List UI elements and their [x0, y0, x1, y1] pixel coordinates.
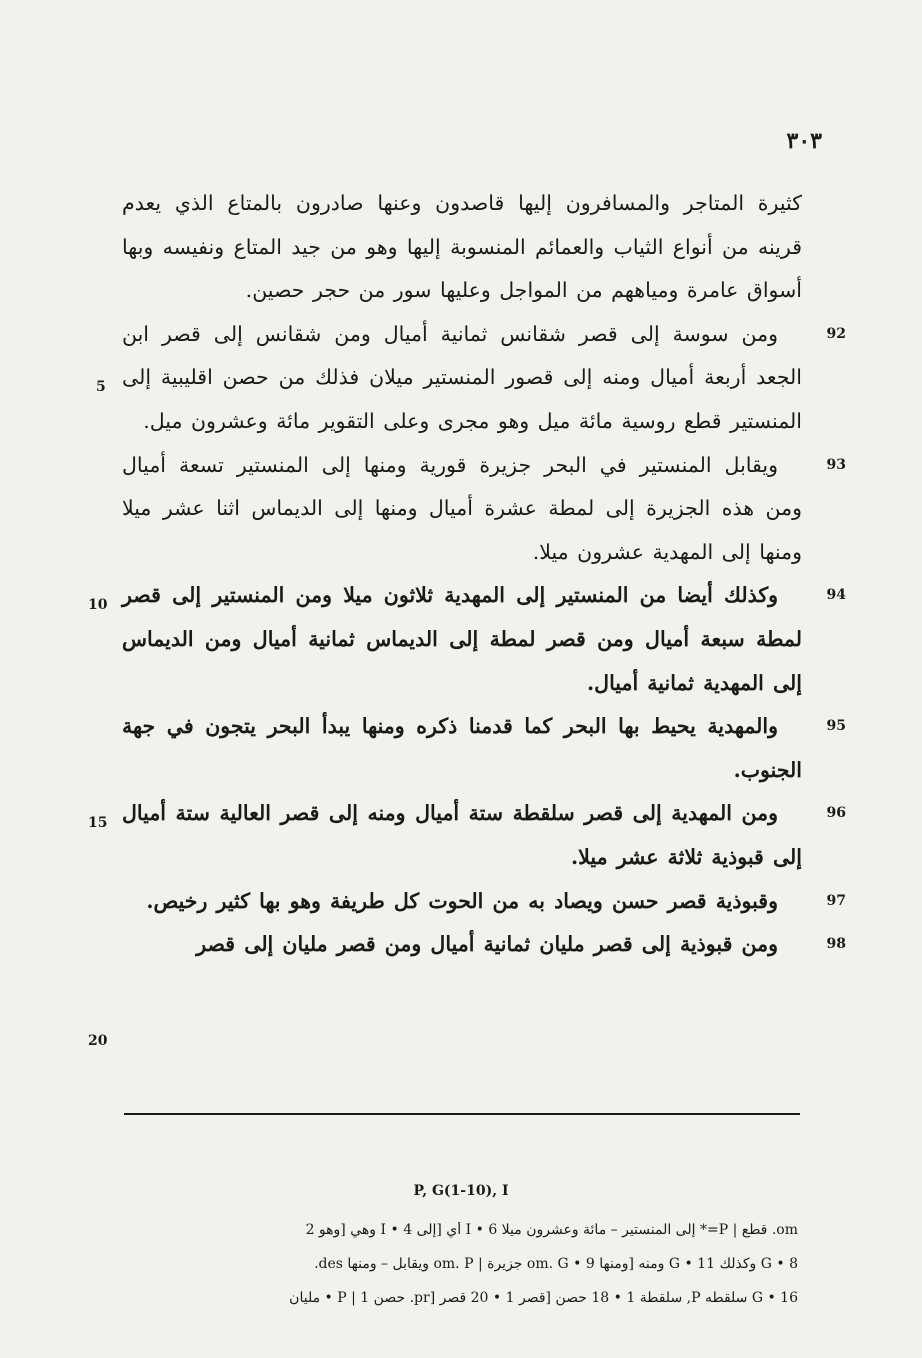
paragraph-text: والمهدية يحيط بها البحر كما قدمنا ذكره ومنها يبدأ البحر يتجون في جهة الجنوب. — [122, 714, 802, 782]
line-number-marker: 15 — [88, 815, 108, 831]
line-number-marker: 20 — [88, 1033, 108, 1049]
paragraph-98 — [122, 923, 846, 967]
paragraph-text: ومن قبوذية إلى قصر مليان ثمانية أميال ومن قصر مليان إلى قصر — [196, 932, 778, 957]
paragraph-text: ويقابل المنستير في البحر جزيرة قورية ومنها إلى المنستير تسعة أميال ومن هذه الجزيرة إلى لمطة عشرة أميال ومنها إلى الديماس اثنا عشر ميلا ومنها إلى المهدية عشرون ميلا. — [122, 452, 802, 564]
paragraph-number: 97 — [826, 892, 846, 909]
paragraph-number: 94 — [826, 587, 846, 604]
paragraph-text: ومن سوسة إلى قصر شقانس ثمانية أميال ومن شقانس إلى قصر ابن الجعد أربعة أميال ومنه إلى قصور المنستير ميلان فذلك من حصن اقليبية إلى المنستير قطع روسية مائة ميل وهو مجرى وعلى التقوير مائة وعشرون ميل. — [122, 321, 802, 433]
paragraph-number: 93 — [826, 456, 846, 473]
paragraph-number: 92 — [826, 325, 846, 342]
line-number-marker: 5 — [96, 379, 106, 395]
paragraph-text: ومن المهدية إلى قصر سلقطة ستة أميال ومنه إلى قصر العالية ستة أميال إلى قبوذية ثلاثة عشر ميلا. — [122, 801, 802, 869]
paragraph-text: وكذلك أيضا من المنستير إلى المهدية ثلاثون ميلا ومن المنستير إلى قصر لمطة سبعة أميال ومن قصر لمطة إلى الديماس ثمانية أميال ومن الديماس إلى المهدية ثمانية أميال. — [122, 583, 802, 695]
main-text — [122, 182, 846, 967]
apparatus-line: G • 16 سلقطه P, سلقطة 1 • 18 حصن [قصر 1 • 20 قصر [pr. حصن 1 | P • مليان — [289, 1290, 798, 1306]
apparatus-sigla: P, G(1-10), I — [413, 1183, 509, 1199]
page-number: ٣٠٣ — [786, 128, 822, 154]
paragraph — [122, 182, 802, 313]
paragraph-number: 95 — [826, 718, 846, 735]
paragraph-93 — [122, 444, 846, 575]
paragraph-text: وقبوذية قصر حسن ويصاد به من الحوت كل طريفة وهو بها كثير رخيص. — [146, 888, 778, 913]
apparatus-line: om. قطع | P=* إلى المنستير – مائة وعشرون ميلا 6 • I أي [إلى 4 • I وهي [وهو 2 — [305, 1222, 798, 1238]
paragraph-97 — [122, 880, 846, 924]
paragraph-number: 96 — [826, 805, 846, 822]
footnote-separator — [124, 1113, 800, 1115]
paragraph-92 — [122, 313, 846, 444]
paragraph-text: كثيرة المتاجر والمسافرون إليها قاصدون وعنها صادرون بالمتاع الذي يعدم قرينه من أنواع الثياب والعمائم المنسوبة إليها وهو من جيد المتاع ونفيسه وبها أسواق عامرة ومياههم من المواجل وعليها سور من حجر حصين. — [122, 191, 802, 303]
paragraph-96 — [122, 792, 846, 879]
apparatus-line: G • 8 وكذلك 11 • G ومنه [ومنها 9 • om. G جزيرة | om. P ويقابل – ومنها des. — [314, 1256, 798, 1272]
line-number-marker: 10 — [88, 597, 108, 613]
paragraph-95 — [122, 705, 846, 792]
paragraph-94 — [122, 574, 846, 705]
paragraph-number: 98 — [826, 936, 846, 953]
